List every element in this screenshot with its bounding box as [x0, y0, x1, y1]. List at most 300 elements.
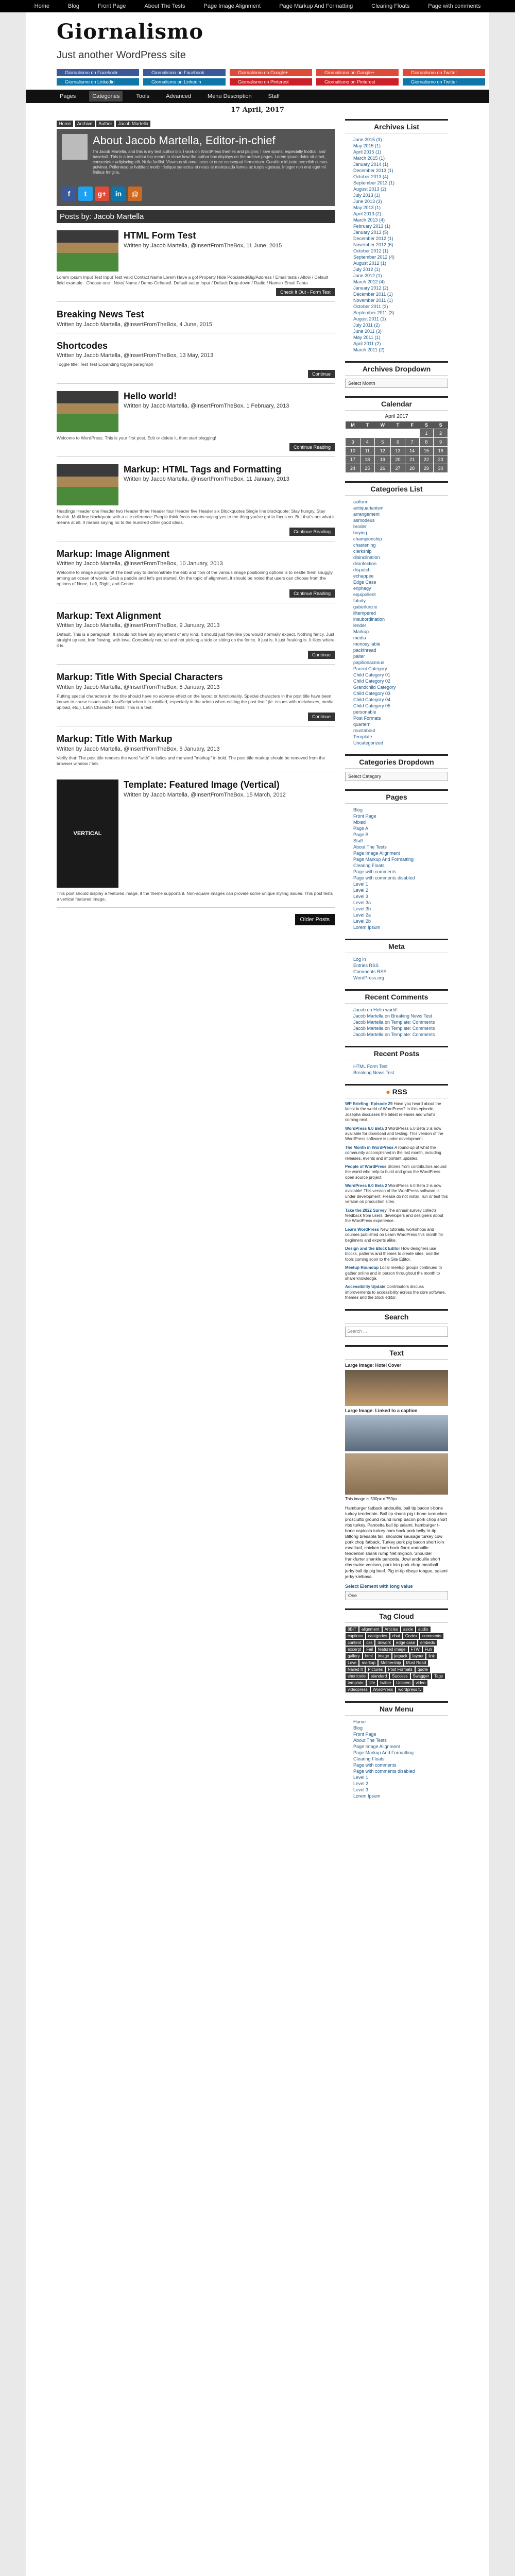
recent-posts-widget — [345, 1046, 448, 1076]
nav-menu-link[interactable]: Page Markup And Formatting — [353, 1750, 414, 1756]
nav-item[interactable]: Pages — [60, 93, 76, 99]
category-link[interactable]: lender — [353, 623, 367, 628]
calendar-day[interactable]: 13 — [391, 447, 405, 455]
post-thumbnail[interactable]: VERTICAL — [57, 779, 118, 888]
post-title[interactable]: Hello world! — [124, 391, 177, 401]
calendar-day[interactable]: 22 — [419, 455, 434, 464]
nav-menu-link[interactable]: Home — [353, 1719, 366, 1725]
continue-reading-button[interactable]: Continue Reading — [289, 443, 335, 451]
post-info — [57, 549, 223, 567]
tag-link[interactable]: Articles — [383, 1626, 400, 1632]
archive-link[interactable]: April 2013 (2) — [353, 211, 382, 216]
calendar-day[interactable]: 23 — [434, 455, 448, 464]
archive-link[interactable]: May 2015 (1) — [353, 143, 381, 148]
nav-menu-link[interactable]: Blog — [353, 1725, 363, 1731]
recent-comment[interactable]: Jacob Martella on Breaking News Test — [353, 1013, 432, 1019]
tag-link[interactable]: css — [364, 1640, 374, 1646]
widget-title: Recent Posts — [345, 1046, 448, 1060]
nav-item[interactable]: Advanced — [166, 93, 192, 99]
page-link[interactable]: Blog — [353, 807, 363, 812]
page-link[interactable]: Lorem Ipsum — [353, 925, 381, 930]
post-meta: Written by Jacob Martella, @InsertFromTheBox, 5 January, 2013 — [57, 684, 220, 691]
tag-link[interactable]: image — [376, 1653, 391, 1659]
calendar-day[interactable]: 3 — [346, 438, 360, 447]
tag-link[interactable]: comments — [420, 1633, 443, 1639]
continue-reading-button[interactable]: Continue — [308, 370, 335, 378]
calendar-day[interactable]: 27 — [391, 464, 405, 473]
calendar-day[interactable]: 8 — [419, 438, 434, 447]
widget-title: Categories Dropdown — [345, 754, 448, 769]
top-nav-link[interactable]: Page Markup And Formatting — [279, 3, 353, 9]
nav-menu-link[interactable]: Clearing Floats — [353, 1756, 385, 1762]
archive-link[interactable]: January 2013 (5) — [353, 230, 389, 235]
calendar-day[interactable]: 24 — [346, 464, 360, 473]
category-link[interactable]: Markup — [353, 629, 369, 634]
post-header — [57, 734, 335, 752]
tag-link[interactable]: html — [363, 1653, 375, 1659]
archive-link[interactable]: October 2013 (4) — [353, 174, 389, 179]
tag-link[interactable]: FTW — [409, 1647, 422, 1652]
tag-link[interactable]: excerpt — [346, 1647, 363, 1652]
category-link[interactable]: gaberlunzie — [353, 604, 377, 609]
category-link[interactable]: antiquarianism — [353, 505, 384, 511]
post-title[interactable]: HTML Form Test — [124, 230, 196, 241]
social-link[interactable]: Giornalismo on Twitter — [403, 78, 485, 86]
linked-image[interactable] — [345, 1415, 448, 1451]
nav-menu-link[interactable]: Page Image Alignment — [353, 1744, 400, 1750]
page-link[interactable]: Page with comments — [353, 869, 397, 874]
recent-comment[interactable]: Jacob on Hello world! — [353, 1007, 398, 1012]
breadcrumb-item[interactable]: Home — [57, 121, 73, 127]
tag-link[interactable]: WordPress — [371, 1687, 395, 1692]
calendar-day[interactable]: 25 — [360, 464, 374, 473]
continue-reading-button[interactable]: Check It Out - Form Test — [276, 288, 335, 296]
calendar-day[interactable]: 26 — [374, 464, 390, 473]
author-social-links — [62, 187, 142, 201]
category-link[interactable]: papilionaceous — [353, 660, 385, 665]
nav-item[interactable]: Staff — [268, 93, 280, 99]
tag-link[interactable]: Pictures — [366, 1667, 385, 1672]
tag-link[interactable]: Swagger — [411, 1673, 432, 1679]
categories-select[interactable]: Select Category — [345, 772, 448, 781]
post-title[interactable]: Markup: HTML Tags and Formatting — [124, 464, 282, 474]
post-info — [57, 309, 212, 328]
continue-reading-button[interactable]: Continue — [308, 713, 335, 721]
archive-link[interactable]: April 2015 (1) — [353, 149, 382, 155]
category-link[interactable]: media — [353, 635, 366, 640]
category-link[interactable]: Child Category 04 — [353, 697, 391, 702]
nav-menu-link[interactable]: Lorem Ipsum — [353, 1793, 381, 1799]
nav-item[interactable]: Tools — [136, 93, 150, 99]
tag-link[interactable]: Success — [390, 1673, 409, 1679]
calendar-day[interactable]: 30 — [434, 464, 448, 473]
archive-link[interactable]: October 2011 (3) — [353, 304, 388, 309]
rss-item-text: WordPress 6.0 Beta 3 is now available for download and testing. This version of the WordPress software is under development. — [345, 1126, 443, 1142]
page-link[interactable]: Page Image Alignment — [353, 851, 400, 856]
category-link[interactable]: echappee — [353, 573, 374, 579]
page-link[interactable]: Level 2 — [353, 888, 369, 893]
rss-item-title[interactable]: Take the 2022 Survey — [345, 1208, 387, 1213]
tag-link[interactable]: Fail — [364, 1647, 375, 1652]
tag-link[interactable]: twitter — [378, 1680, 393, 1686]
post-title[interactable]: Breaking News Test — [57, 309, 144, 320]
tag-link[interactable]: gallery — [346, 1653, 362, 1659]
recent-comment[interactable]: Jacob Martella on Template: Comments — [353, 1032, 435, 1037]
archive-link[interactable]: May 2013 (1) — [353, 205, 381, 210]
archive-link[interactable]: June 2013 (3) — [353, 199, 382, 204]
post-thumbnail[interactable] — [57, 391, 118, 432]
calendar-day[interactable]: 9 — [434, 438, 448, 447]
meta-link[interactable]: Log in — [353, 957, 366, 962]
page-link[interactable]: Clearing Floats — [353, 863, 385, 868]
category-link[interactable]: clerkship — [353, 549, 372, 554]
tag-link[interactable]: embeds — [418, 1640, 437, 1646]
category-link[interactable]: illtempered — [353, 611, 376, 616]
tag-link[interactable]: video — [414, 1680, 427, 1686]
archive-link[interactable]: June 2015 (3) — [353, 137, 382, 142]
widget-title: Nav Menu — [345, 1701, 448, 1716]
calendar-day[interactable]: 11 — [360, 447, 374, 455]
archive-link[interactable]: January 2014 (1) — [353, 162, 389, 167]
widget-title: Tag Cloud — [345, 1608, 448, 1623]
social-links — [57, 69, 485, 86]
category-link[interactable]: arrangement — [353, 512, 380, 517]
tag-link[interactable]: quote — [416, 1667, 430, 1672]
tag-link[interactable]: categories — [366, 1633, 389, 1639]
calendar-day[interactable]: 19 — [374, 455, 390, 464]
category-link[interactable]: chastening — [353, 543, 376, 548]
archive-link[interactable]: June 2012 (1) — [353, 273, 382, 278]
category-link[interactable]: aciform — [353, 499, 369, 504]
calendar-day[interactable]: 18 — [360, 455, 374, 464]
category-link[interactable]: dispatch — [353, 567, 371, 572]
older-posts-button[interactable]: Older Posts — [295, 914, 335, 925]
tag-link[interactable]: 8BIT — [346, 1626, 358, 1632]
category-link[interactable]: asmodeus — [353, 518, 375, 523]
category-link[interactable]: Child Category 05 — [353, 703, 391, 708]
calendar-day[interactable]: 15 — [419, 447, 434, 455]
top-nav-link[interactable]: Clearing Floats — [371, 3, 410, 9]
tag-link[interactable]: Love — [346, 1660, 358, 1666]
meta-link[interactable]: Comments RSS — [353, 969, 387, 974]
social-link[interactable]: Giornalismo on Twitter — [403, 69, 485, 76]
social-link[interactable]: Giornalismo on Pinterest — [316, 78, 399, 86]
archive-link[interactable]: July 2011 (2) — [353, 323, 380, 328]
tag-link[interactable]: videopress — [346, 1687, 370, 1692]
tag-link[interactable]: Nailed It — [346, 1667, 365, 1672]
category-link[interactable]: Template — [353, 734, 372, 739]
rss-item-title[interactable]: Learn WordPress — [345, 1227, 380, 1232]
category-link[interactable]: personable — [353, 709, 376, 715]
archive-link[interactable]: October 2012 (1) — [353, 248, 389, 253]
rss-item-title[interactable]: WP Briefing: Episode 29 — [345, 1101, 393, 1106]
calendar-day — [405, 429, 419, 438]
post-excerpt: Default. This is a paragraph. It should not have any alignment of any kind. It should just flow like you would normally expect. Nothing fancy. Just straight up text, free flowing, with love. Completely neutral and not picking a side or sitting on the fence. It just is. It just freaking is. It likes where it is. — [57, 632, 335, 649]
tag-link[interactable]: standard — [369, 1673, 389, 1679]
page-link[interactable]: About The Tests — [353, 844, 387, 850]
tag-link[interactable]: Tags — [432, 1673, 445, 1679]
avatar — [62, 134, 88, 160]
recent-post-link[interactable]: Breaking News Test — [353, 1070, 394, 1075]
calendar-day[interactable]: 1 — [419, 429, 434, 438]
share-icon[interactable]: in — [111, 187, 126, 201]
category-link[interactable]: quartern — [353, 722, 371, 727]
page-link[interactable]: Staff — [353, 838, 363, 843]
archive-link[interactable]: July 2013 (1) — [353, 193, 381, 198]
nav-menu-link[interactable]: About The Tests — [353, 1738, 387, 1743]
tag-link[interactable]: jetpack — [392, 1653, 409, 1659]
calendar-day[interactable]: 6 — [391, 438, 405, 447]
breadcrumb-item[interactable]: Jacob Martella — [116, 121, 150, 127]
tag-link[interactable]: title — [367, 1680, 377, 1686]
archive-link[interactable]: March 2015 (1) — [353, 156, 385, 161]
text-link[interactable]: Select Element with long value — [345, 1584, 413, 1589]
calendar-day[interactable]: 7 — [405, 438, 419, 447]
tag-link[interactable]: aside — [401, 1626, 415, 1632]
continue-wrap — [57, 441, 335, 451]
tag-link[interactable]: content — [346, 1640, 363, 1646]
search-input[interactable]: Search ... — [345, 1327, 448, 1337]
archive-link[interactable]: December 2013 (1) — [353, 168, 393, 173]
archive-link[interactable]: September 2012 (4) — [353, 255, 395, 260]
page-container — [26, 119, 489, 2576]
archive-link[interactable]: March 2013 (4) — [353, 217, 385, 223]
post-title[interactable]: Template: Featured Image (Vertical) — [124, 779, 280, 790]
nav-menu-link[interactable]: Level 1 — [353, 1775, 369, 1781]
page-link[interactable]: Mixed — [353, 820, 366, 825]
rss-icon: ● — [386, 1088, 390, 1096]
top-nav-link[interactable]: Page Image Alignment — [203, 3, 261, 9]
social-link[interactable]: Giornalismo on Linkedin — [143, 78, 226, 86]
post-excerpt: Toggle title: Test Test Expanding toggle paragraph — [57, 362, 153, 367]
category-link[interactable]: broder — [353, 524, 367, 529]
calendar-day[interactable]: 5 — [374, 438, 390, 447]
archive-link[interactable]: July 2012 (1) — [353, 267, 381, 272]
category-link[interactable]: Child Category 01 — [353, 672, 391, 677]
archives-select[interactable]: Select Month — [345, 379, 448, 388]
nav-item[interactable]: Menu Description — [208, 93, 252, 99]
archive-link[interactable]: August 2011 (1) — [353, 316, 386, 321]
calendar-day[interactable]: 12 — [374, 447, 390, 455]
category-link[interactable]: Post Formats — [353, 716, 381, 721]
tag-link[interactable]: link — [426, 1653, 437, 1659]
calendar-day[interactable]: 20 — [391, 455, 405, 464]
tag-link[interactable]: wordpress.tv — [396, 1687, 423, 1692]
archive-link[interactable]: May 2011 (1) — [353, 335, 381, 340]
continue-wrap — [57, 649, 335, 659]
calendar-day[interactable]: 29 — [419, 464, 434, 473]
meta-link[interactable]: Entries RSS — [353, 963, 379, 968]
top-nav-link[interactable]: Page with comments — [428, 3, 481, 9]
post-title[interactable]: Markup: Title With Special Characters — [57, 672, 223, 683]
archive-link[interactable]: January 2012 (2) — [353, 285, 389, 291]
tag-link[interactable]: template — [346, 1680, 366, 1686]
top-nav-link[interactable]: About The Tests — [144, 3, 185, 9]
rss-item-title[interactable]: The Month in WordPress — [345, 1145, 394, 1150]
calendar-day[interactable]: 10 — [346, 447, 360, 455]
archive-link[interactable]: August 2012 (1) — [353, 261, 387, 266]
calendar-day[interactable]: 4 — [360, 438, 374, 447]
archive-link[interactable]: November 2012 (6) — [353, 242, 393, 247]
tag-link[interactable]: layout — [410, 1653, 425, 1659]
breadcrumb-item[interactable]: Archive — [75, 121, 95, 127]
share-icon[interactable]: @ — [128, 187, 142, 201]
recent-comment[interactable]: Jacob Martella on Template: Comments — [353, 1026, 435, 1031]
nav-menu-link[interactable]: Page with comments — [353, 1762, 397, 1768]
page-link[interactable]: Level 3a — [353, 900, 371, 905]
top-nav-link[interactable]: Home — [34, 3, 49, 9]
share-icon[interactable]: g+ — [95, 187, 109, 201]
calendar-row — [346, 429, 448, 438]
calendar-table — [345, 421, 448, 473]
calendar-day[interactable]: 17 — [346, 455, 360, 464]
nav-item[interactable]: Categories — [89, 91, 123, 101]
tag-link[interactable]: Codex — [403, 1633, 419, 1639]
category-link[interactable]: monosyllable — [353, 641, 381, 647]
rss-item-title[interactable]: Meetup Roundup — [345, 1265, 379, 1270]
page-link[interactable]: Level 3 — [353, 894, 369, 899]
top-nav-link[interactable]: Blog — [67, 3, 79, 9]
category-link[interactable]: Parent Category — [353, 666, 387, 671]
tag-link[interactable]: captions — [346, 1633, 365, 1639]
category-link[interactable]: Child Category 02 — [353, 679, 391, 684]
rss-item-title[interactable]: Accessibility Update — [345, 1284, 386, 1290]
category-link[interactable]: fatuity — [353, 598, 366, 603]
calendar-day[interactable]: 28 — [405, 464, 419, 473]
tag-link[interactable]: Fun — [423, 1647, 434, 1652]
rss-item-title[interactable]: Design and the Block Editor — [345, 1246, 400, 1251]
breadcrumb — [57, 119, 335, 127]
tag-link[interactable]: chat — [390, 1633, 402, 1639]
category-link[interactable]: roustabout — [353, 728, 375, 733]
category-link[interactable]: Grandchild Category — [353, 685, 396, 690]
meta-link[interactable]: WordPress.org — [353, 975, 384, 980]
rss-item — [345, 1284, 448, 1300]
calendar-day[interactable]: 14 — [405, 447, 419, 455]
recent-comment[interactable]: Jacob Martella on Template: Comments — [353, 1020, 435, 1025]
tag-link[interactable]: featured image — [376, 1647, 407, 1652]
calendar-day[interactable]: 16 — [434, 447, 448, 455]
continue-reading-button[interactable]: Continue — [308, 651, 335, 659]
page-link[interactable]: Level 1 — [353, 882, 369, 887]
widget-title: Archives Dropdown — [345, 361, 448, 376]
nav-menu-link[interactable]: Level 2 — [353, 1781, 369, 1787]
category-link[interactable]: packthread — [353, 648, 376, 653]
tag-link[interactable]: Unseen — [394, 1680, 413, 1686]
category-link[interactable]: enphagy — [353, 586, 371, 591]
text-select[interactable]: One — [345, 1591, 448, 1600]
social-link[interactable]: Giornalismo on Facebook — [143, 69, 226, 76]
archive-link[interactable]: June 2011 (3) — [353, 329, 382, 334]
tag-link[interactable]: edge case — [394, 1640, 417, 1646]
calendar-day-header: M — [346, 421, 360, 429]
post-title[interactable]: Markup: Text Alignment — [57, 610, 162, 621]
archive-link[interactable]: March 2011 (2) — [353, 347, 385, 352]
archives-widget — [345, 119, 448, 353]
social-link[interactable]: Giornalismo on Linkedin — [57, 78, 139, 86]
tag-link[interactable]: alignment — [359, 1626, 382, 1632]
tag-link[interactable]: Mothership — [379, 1660, 403, 1666]
social-link[interactable]: Giornalismo on Facebook — [57, 69, 139, 76]
post-title[interactable]: Markup: Image Alignment — [57, 548, 170, 559]
category-link[interactable]: Child Category 03 — [353, 691, 391, 696]
breadcrumb-item[interactable]: Author — [96, 121, 114, 127]
category-link[interactable]: buying — [353, 530, 367, 535]
archive-link[interactable]: September 2011 (3) — [353, 310, 394, 315]
archive-link[interactable]: March 2012 (4) — [353, 279, 385, 284]
page-link[interactable]: Level 2a — [353, 912, 371, 918]
archive-link[interactable]: February 2013 (1) — [353, 224, 391, 229]
page-link[interactable]: Front Page — [353, 814, 376, 819]
nav-menu-link[interactable]: Level 3 — [353, 1787, 369, 1793]
tag-link[interactable]: dowork — [375, 1640, 393, 1646]
archive-link[interactable]: September 2013 (1) — [353, 180, 395, 185]
share-icon[interactable]: t — [78, 187, 93, 201]
rss-item-title[interactable]: People of WordPress — [345, 1164, 387, 1169]
category-link[interactable]: insubordination — [353, 617, 385, 622]
social-link[interactable]: Giornalismo on Google+ — [230, 69, 312, 76]
post-thumbnail[interactable] — [57, 464, 118, 505]
recent-post-link[interactable]: HTML Form Test — [353, 1064, 388, 1069]
post-title[interactable]: Shortcodes — [57, 340, 108, 351]
post — [57, 611, 335, 665]
social-link[interactable]: Giornalismo on Google+ — [316, 69, 399, 76]
page-link[interactable]: Page B — [353, 832, 369, 837]
category-link[interactable]: disinfection — [353, 561, 377, 566]
tag-link[interactable]: Must Read — [404, 1660, 428, 1666]
nav-menu-link[interactable]: Front Page — [353, 1732, 376, 1737]
page-link[interactable]: Page A — [353, 826, 369, 831]
page-link[interactable]: Page Markup And Formatting — [353, 857, 414, 862]
tag-link[interactable]: audio — [416, 1626, 431, 1632]
archive-link[interactable]: November 2011 (1) — [353, 298, 393, 303]
calendar-day[interactable]: 2 — [434, 429, 448, 438]
rss-item-title[interactable]: WordPress 6.0 Beta 2 — [345, 1183, 387, 1189]
category-link[interactable]: Edge Case — [353, 580, 376, 585]
category-link[interactable]: disinclination — [353, 555, 380, 560]
tag-link[interactable]: shortcode — [346, 1673, 368, 1679]
archive-link[interactable]: April 2011 (2) — [353, 341, 381, 346]
post-list — [57, 230, 335, 908]
post-header — [57, 391, 335, 432]
category-link[interactable]: equipollent — [353, 592, 376, 597]
calendar-day[interactable]: 21 — [405, 455, 419, 464]
archive-link[interactable]: December 2011 (1) — [353, 292, 393, 297]
category-link[interactable]: championship — [353, 536, 382, 541]
archive-link[interactable]: August 2013 (2) — [353, 187, 387, 192]
page-link[interactable]: Level 2b — [353, 919, 371, 924]
tag-link[interactable]: markup — [359, 1660, 377, 1666]
continue-reading-button[interactable]: Continue Reading — [289, 528, 335, 536]
category-link[interactable]: Uncategorized — [353, 740, 384, 745]
post-meta: Written by Jacob Martella, @InsertFromTheBox, 4 June, 2015 — [57, 321, 212, 328]
page-link[interactable]: Level 3b — [353, 906, 371, 911]
social-link[interactable]: Giornalismo on Pinterest — [230, 78, 312, 86]
rss-item-title[interactable]: WordPress 6.0 Beta 3 — [345, 1126, 387, 1131]
page-link[interactable]: Page with comments disabled — [353, 875, 415, 880]
category-link[interactable]: palter — [353, 654, 365, 659]
site-title[interactable]: Giornalismo — [57, 20, 204, 44]
share-icon[interactable]: f — [62, 187, 76, 201]
rss-item — [345, 1246, 448, 1262]
nav-menu-link[interactable]: Page with comments disabled — [353, 1769, 415, 1774]
top-nav-link[interactable]: Front Page — [98, 3, 126, 9]
tag-link[interactable]: Post Formats — [386, 1667, 415, 1672]
continue-reading-button[interactable]: Continue Reading — [289, 589, 335, 598]
post-thumbnail[interactable] — [57, 230, 118, 272]
post-title[interactable]: Markup: Title With Markup — [57, 734, 173, 744]
archive-link[interactable]: December 2012 (1) — [353, 236, 393, 241]
